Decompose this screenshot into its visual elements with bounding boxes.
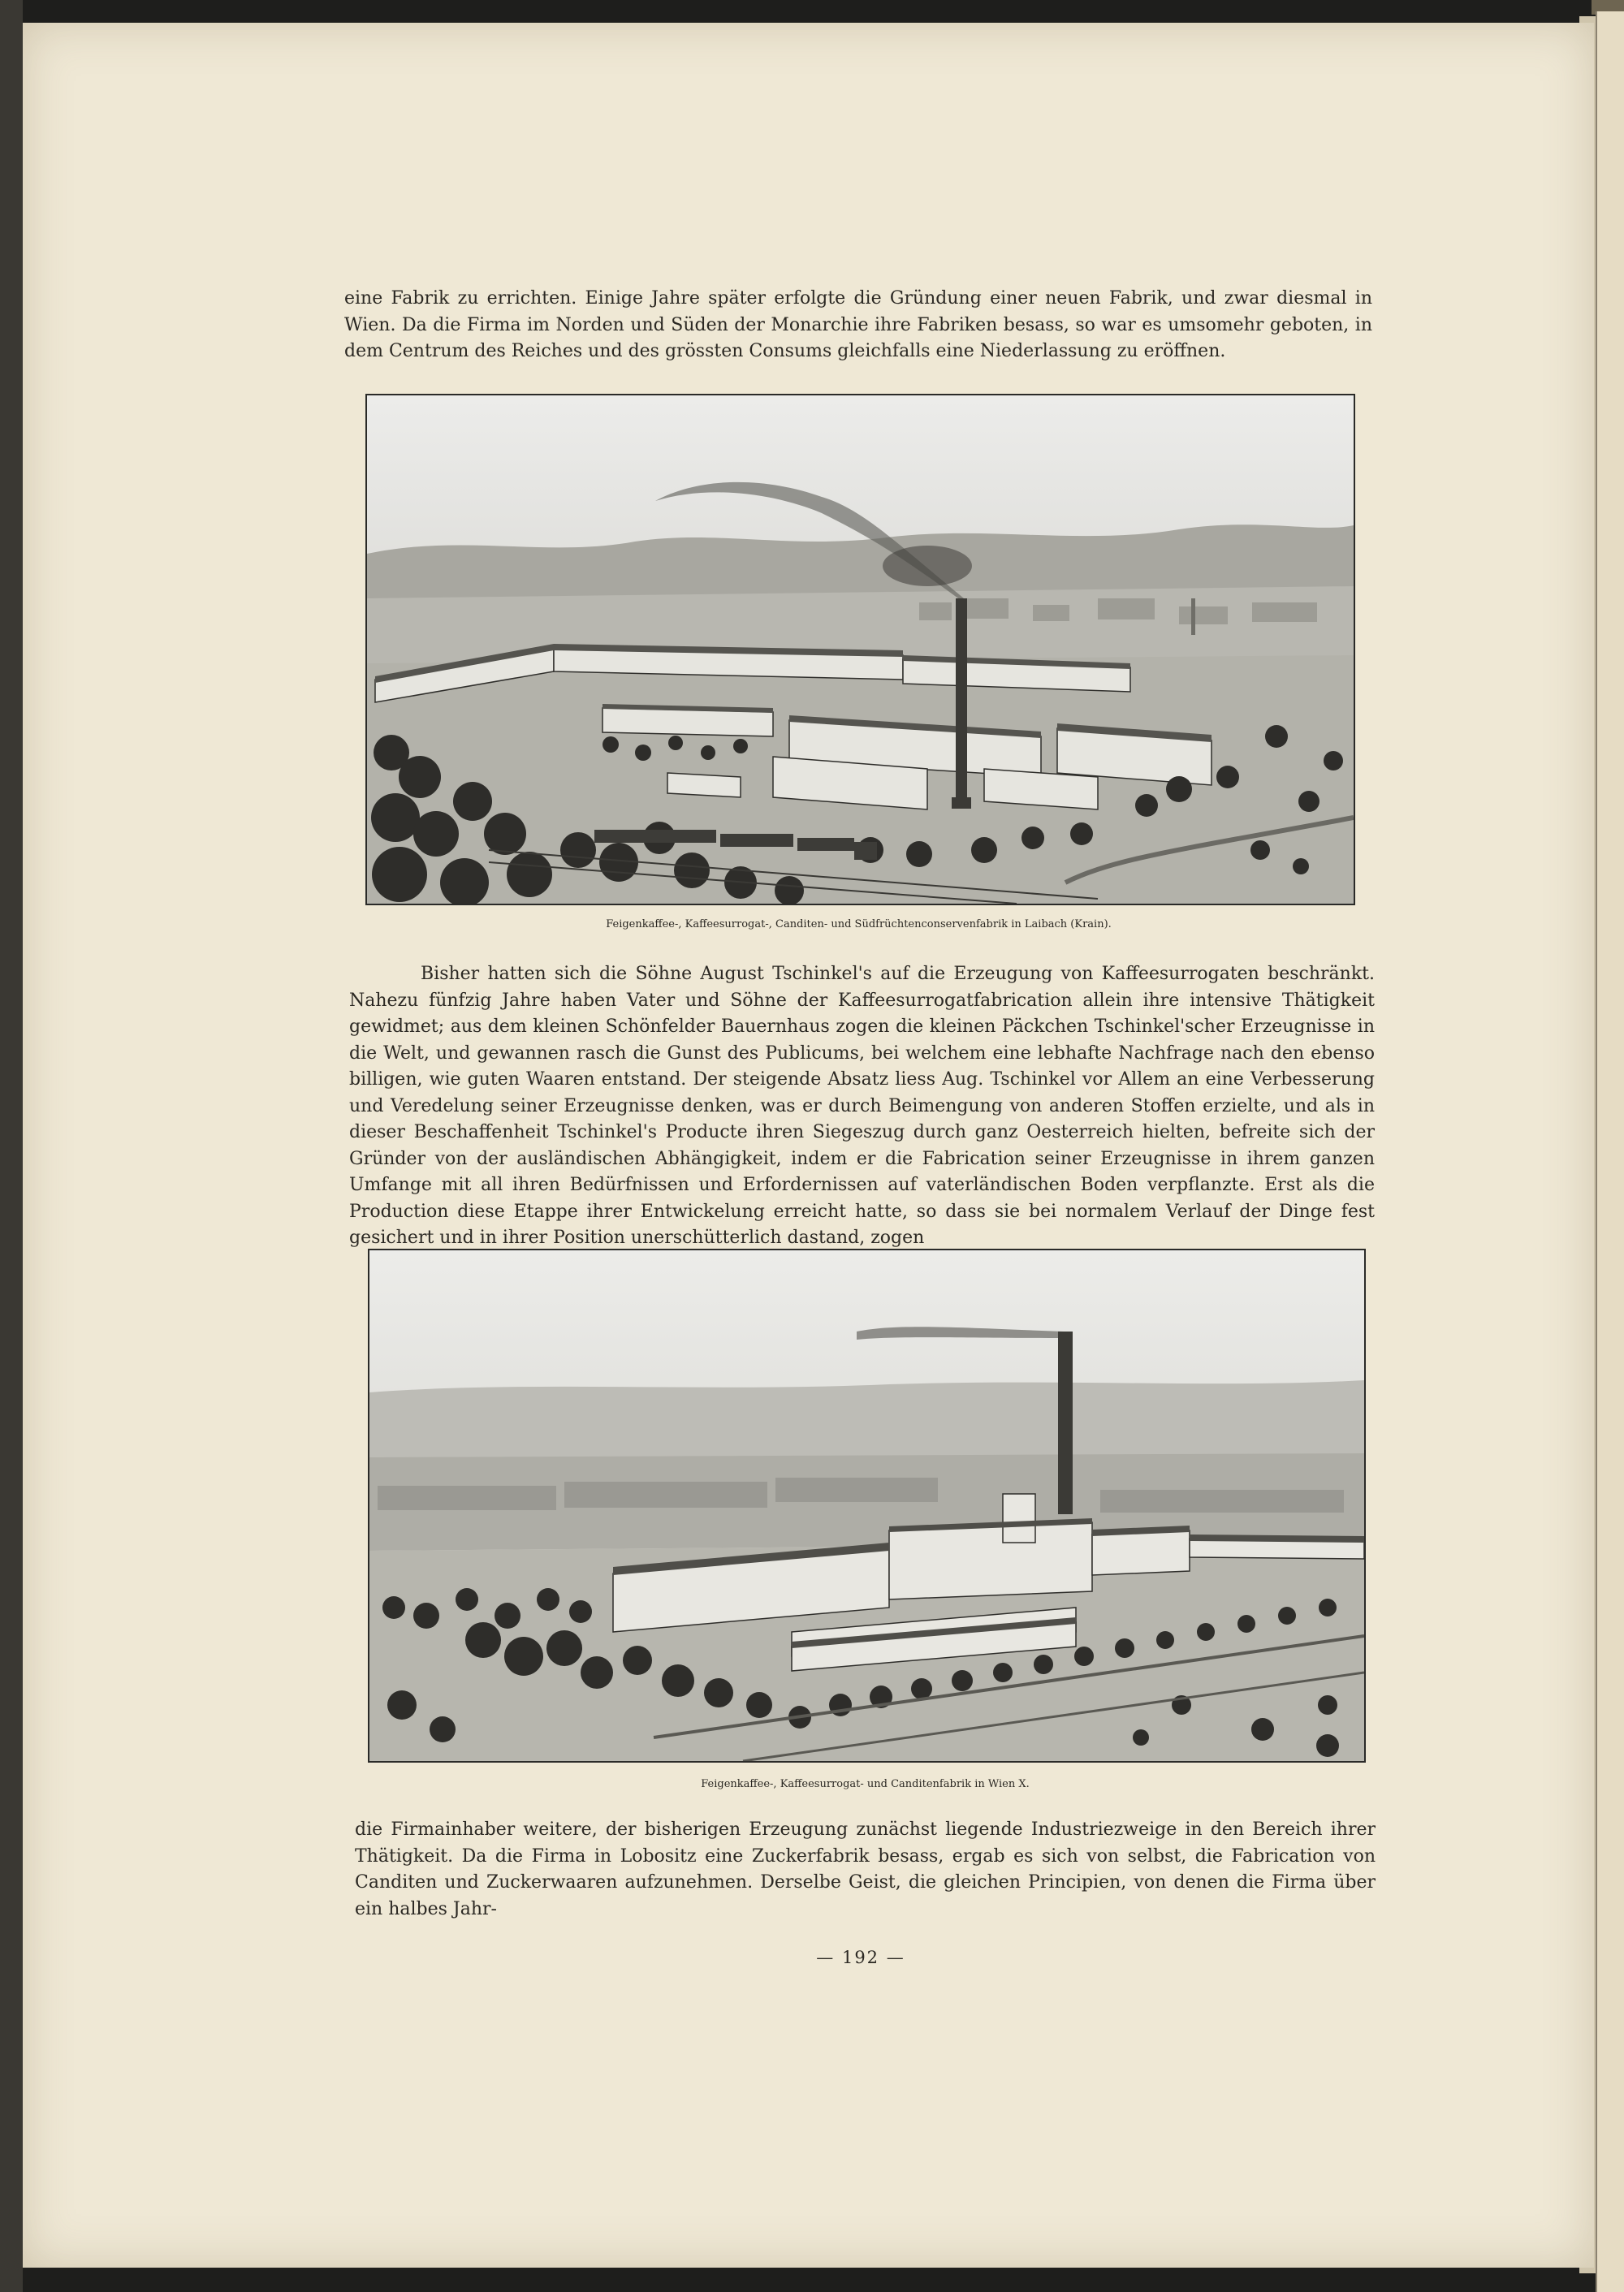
adjacent-page-edge [1596,11,1624,2292]
wien-factory-engraving [369,1250,1364,1761]
scan-background [0,0,23,2292]
illustration-wien-factory [368,1249,1366,1763]
caption-laibach: Feigenkaffee-, Kaffeesurrogat-, Canditen- und Südfrüchtenconservenfabrik in Laibach (Krain). [606,918,1112,930]
paragraph-2: Bisher hatten sich die Söhne August Tschinkel's auf die Erzeugung von Kaffeesurrogaten beschränkt. Nahezu fünfzig Jahre haben Vater und Söhne der Kaffeesurrogatfabrication allein ihre intensive Thätigkeit gewidmet; aus dem kleinen Schönfelder Bauernhaus zogen die kleinen Päckchen Tschinkel'scher Erzeugnisse in die Welt, und gewannen rasch die Gunst des Publicums, bei welchem eine lebhafte Nachfrage nach den ebenso billigen, wie guten Waaren entstand. Der steigende Absatz liess Aug. Tschinkel vor Allem an eine Verbesserung und Veredelung seiner Erzeugnisse denken, was er durch Beimengung von anderen Stoffen erzielte, und als in dieser Beschaffenheit Tschinkel's Producte ihren Siegeszug durch ganz Oesterreich hielten, befreite sich der Gründer von der ausländischen Abhängigkeit, indem er die Fabrication seiner Erzeugnisse in ihrem ganzen Umfange mit all ihren Bedürfnissen und Erfordernissen auf vaterländischen Boden verpflanzte. Erst als die Production diese Etappe ihrer Entwickelung erreicht hatte, so dass sie bei normalem Verlauf der Dinge fest gesichert und in ihrer Position unerschütterlich dastand, zogen [349,964,1375,1248]
page-number: — 192 — [816,1948,905,1967]
caption-wien: Feigenkaffee-, Kaffeesurrogat- und Canditenfabrik in Wien X. [701,1778,1030,1790]
illustration-laibach-factory [365,394,1355,905]
paragraph-3: die Firmainhaber weitere, der bisherigen Erzeugung zunächst liegende Industriezweige in den Bereich ihrer Thätigkeit. Da die Firma in Lobositz eine Zuckerfabrik besass, ergab es sich von selbst, die Fabrication von Canditen und Zuckerwaaren aufzunehmen. Derselbe Geist, die gleichen Principien, von denen die Firma über ein halbes Jahr- [355,1819,1376,1919]
paragraph-1: eine Fabrik zu errichten. Einige Jahre später erfolgte die Gründung einer neuen Fabrik, und zwar diesmal in Wien. Da die Firma im Norden und Süden der Monarchie ihre Fabriken besass, so war es umsomehr geboten, in dem Centrum des Reiches und des grössten Consums gleichfalls eine Niederlassung zu eröffnen. [344,288,1372,361]
laibach-factory-engraving [367,395,1354,904]
